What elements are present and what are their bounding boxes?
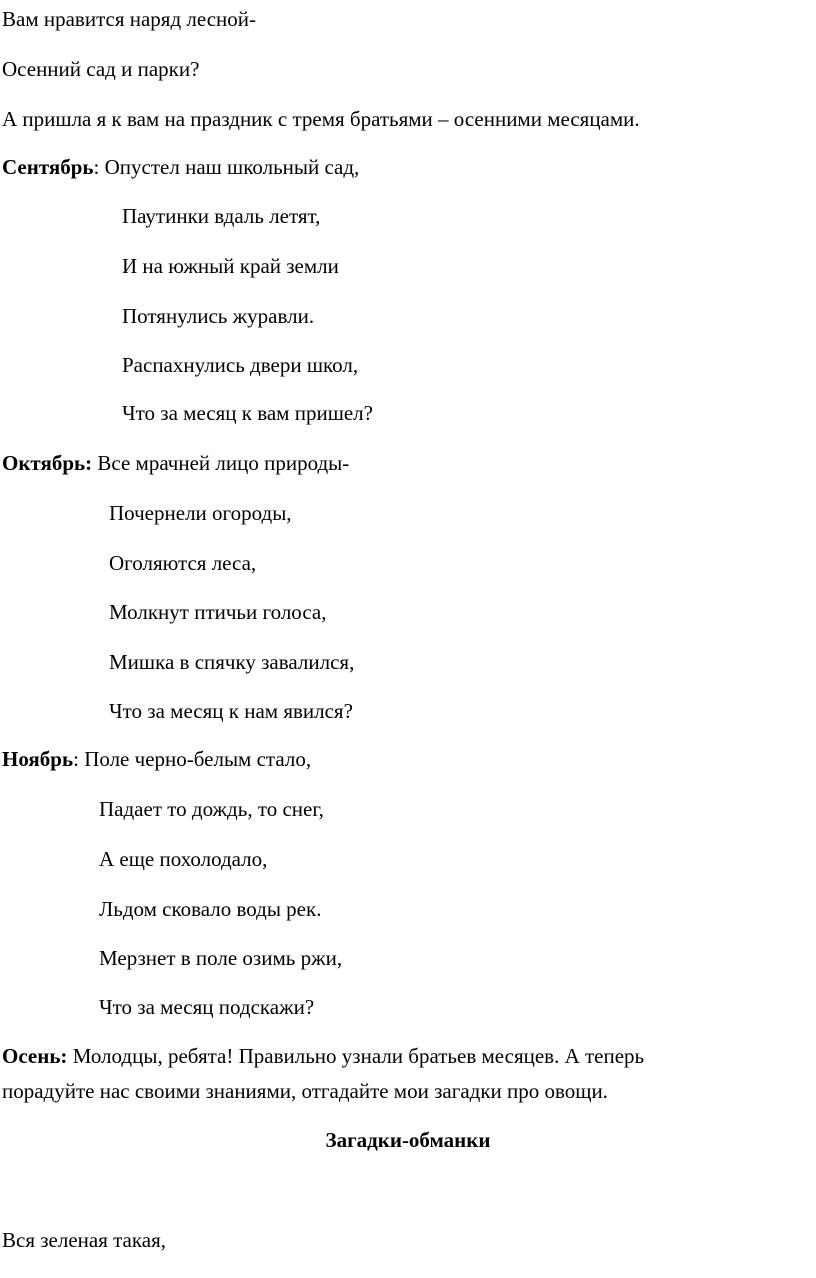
autumn-text-1: Молодцы, ребята! Правильно узнали братьев месяцев. А теперь <box>67 1044 645 1068</box>
september-verse-line: Паутинки вдаль летят, <box>122 204 321 228</box>
october-verse-line: Мишка в спячку завалился, <box>109 650 355 674</box>
intro-line-3: А пришла я к вам на праздник с тремя братьями – осенними месяцами. <box>2 107 640 131</box>
september-speaker: Сентябрь <box>2 155 94 179</box>
intro-line-1: Вам нравится наряд лесной- <box>2 7 257 31</box>
october-verse-line: Почернели огороды, <box>109 501 292 525</box>
september-verse-line: Распахнулись двери школ, <box>122 353 359 377</box>
riddles-title: Загадки-обманки <box>325 1128 491 1152</box>
november-first-line <box>2 746 311 772</box>
november-verse-line: Льдом сковало воды рек. <box>99 897 322 921</box>
autumn-line-1 <box>2 1043 644 1069</box>
september-verse-line: Что за месяц к вам пришел? <box>122 401 373 425</box>
october-first-line <box>2 450 349 476</box>
september-verse-line: И на южный край земли <box>122 254 339 278</box>
september-first-line <box>2 154 359 180</box>
riddle-first-line: Вся зеленая такая, <box>2 1228 166 1252</box>
autumn-line-2: порадуйте нас своими знаниями, отгадайте мои загадки про овощи. <box>2 1079 608 1103</box>
november-verse-line: Падает то дождь, то снег, <box>99 797 324 821</box>
november-verse-line: Мерзнет в поле озимь ржи, <box>99 946 343 970</box>
november-verse-line: Что за месяц подскажи? <box>99 995 315 1019</box>
october-verse-line: Что за месяц к нам явился? <box>109 699 353 723</box>
intro-line-2: Осенний сад и парки? <box>2 57 200 81</box>
october-verse-line: Молкнут птичьи голоса, <box>109 600 327 624</box>
november-separator: : <box>73 747 85 771</box>
september-separator: : <box>93 155 105 179</box>
november-speaker: Ноябрь <box>2 747 74 771</box>
autumn-speaker: Осень: <box>2 1044 68 1068</box>
november-verse-line: А еще похолодало, <box>99 847 268 871</box>
september-verse-line: Потянулись журавли. <box>122 304 315 328</box>
october-verse-line: Оголяются леса, <box>109 551 257 575</box>
november-first-text: Поле черно-белым стало, <box>84 747 312 771</box>
october-speaker: Октябрь: <box>2 451 93 475</box>
september-first-text: Опустел наш школьный сад, <box>104 155 360 179</box>
october-first-text: Все мрачней лицо природы- <box>92 451 350 475</box>
